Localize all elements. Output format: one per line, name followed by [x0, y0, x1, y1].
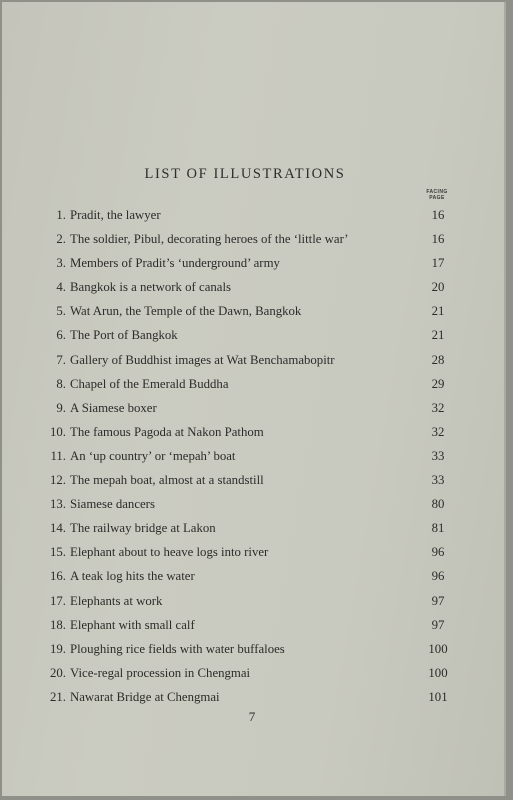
item-caption: Vice-regal procession in Chengmai — [70, 665, 251, 680]
list-item — [36, 492, 458, 516]
list-item — [36, 203, 458, 227]
item-facing-page: 16 — [431, 208, 445, 222]
list-item — [36, 323, 458, 347]
item-caption: Bangkok is a network of canals — [70, 280, 231, 295]
item-facing-page: 20 — [431, 280, 445, 295]
item-facing-page: 17 — [431, 256, 445, 271]
list-item — [36, 540, 458, 564]
item-caption: The railway bridge at Lakon — [70, 521, 216, 536]
list-item — [36, 637, 458, 661]
item-number: 4. — [56, 280, 66, 295]
list-item — [36, 661, 458, 685]
item-caption: The mepah boat, almost at a standstill — [70, 473, 264, 488]
item-caption: Elephant about to heave logs into river — [70, 545, 269, 560]
item-number: 15. — [50, 545, 66, 560]
column-header-line-2: PAGE — [429, 195, 445, 201]
item-number: 1. — [56, 208, 66, 222]
item-facing-page: 96 — [431, 569, 445, 584]
book-page — [2, 2, 506, 796]
item-number: 20. — [50, 665, 66, 680]
list-item — [36, 299, 458, 323]
item-number: 8. — [56, 376, 66, 391]
item-facing-page: 97 — [431, 617, 445, 632]
item-number: 12. — [50, 473, 66, 488]
item-caption: Pradit, the lawyer — [70, 208, 161, 222]
item-caption: Chapel of the Emerald Buddha — [70, 376, 229, 391]
item-facing-page: 100 — [428, 641, 448, 656]
item-number: 17. — [50, 593, 66, 608]
item-number: 5. — [56, 304, 66, 319]
item-caption: A Siamese boxer — [70, 400, 157, 415]
list-item — [36, 420, 458, 444]
item-facing-page: 21 — [431, 328, 445, 343]
list-item — [36, 516, 458, 540]
item-facing-page: 96 — [431, 545, 445, 560]
item-facing-page: 29 — [431, 376, 445, 391]
item-number: 11. — [50, 448, 66, 463]
item-number: 19. — [50, 641, 66, 656]
item-caption: Wat Arun, the Temple of the Dawn, Bangkok — [70, 304, 302, 319]
illustrations-list — [36, 203, 458, 709]
item-number: 10. — [50, 424, 66, 439]
item-caption: Elephant with small calf — [70, 617, 195, 632]
item-facing-page: 21 — [431, 304, 445, 319]
item-number: 21. — [50, 689, 66, 704]
item-facing-page: 32 — [431, 400, 445, 415]
item-number: 6. — [56, 328, 66, 343]
item-facing-page: 80 — [431, 497, 445, 512]
item-caption: Siamese dancers — [70, 497, 155, 512]
list-item — [36, 564, 458, 588]
item-caption: Gallery of Buddhist images at Wat Benchamabopitr — [70, 352, 335, 367]
item-facing-page: 32 — [431, 424, 445, 439]
item-caption: The Port of Bangkok — [70, 328, 178, 343]
list-item — [36, 227, 458, 251]
item-facing-page: 28 — [431, 352, 445, 367]
list-item — [36, 348, 458, 372]
item-facing-page: 33 — [431, 473, 445, 488]
item-facing-page: 100 — [428, 665, 448, 680]
item-number: 18. — [50, 617, 66, 632]
item-number: 2. — [56, 232, 66, 247]
list-item — [36, 396, 458, 420]
item-facing-page: 33 — [431, 448, 445, 463]
item-caption: Nawarat Bridge at Chengmai — [70, 689, 220, 704]
item-facing-page: 81 — [431, 521, 445, 536]
item-caption: An ‘up country’ or ‘mepah’ boat — [70, 448, 236, 463]
item-number: 14. — [50, 521, 66, 536]
list-item — [36, 275, 458, 299]
list-item — [36, 372, 458, 396]
item-number: 16. — [50, 569, 66, 584]
facing-page-column-header — [417, 189, 457, 201]
item-number: 9. — [56, 400, 66, 415]
item-number: 3. — [56, 256, 66, 271]
item-number: 7. — [56, 352, 66, 367]
item-caption: Elephants at work — [70, 593, 163, 608]
item-caption: Members of Pradit’s ‘underground’ army — [70, 256, 280, 271]
item-facing-page: 16 — [431, 232, 445, 247]
list-item — [36, 589, 458, 613]
page-number: 7 — [248, 709, 256, 724]
column-header-line-1: FACING — [426, 189, 448, 195]
list-item — [36, 251, 458, 275]
list-item — [36, 613, 458, 637]
item-facing-page: 101 — [428, 689, 448, 704]
item-caption: Ploughing rice fields with water buffaloes — [70, 641, 285, 656]
item-caption: The soldier, Pibul, decorating heroes of the ‘little war’ — [70, 232, 349, 247]
list-item — [36, 444, 458, 468]
item-caption: The famous Pagoda at Nakon Pathom — [70, 424, 264, 439]
list-item — [36, 468, 458, 492]
page-title: LIST OF ILLUSTRATIONS — [144, 166, 346, 182]
item-facing-page: 97 — [431, 593, 445, 608]
item-number: 13. — [50, 497, 66, 512]
list-item — [36, 685, 458, 709]
item-caption: A teak log hits the water — [70, 569, 195, 584]
